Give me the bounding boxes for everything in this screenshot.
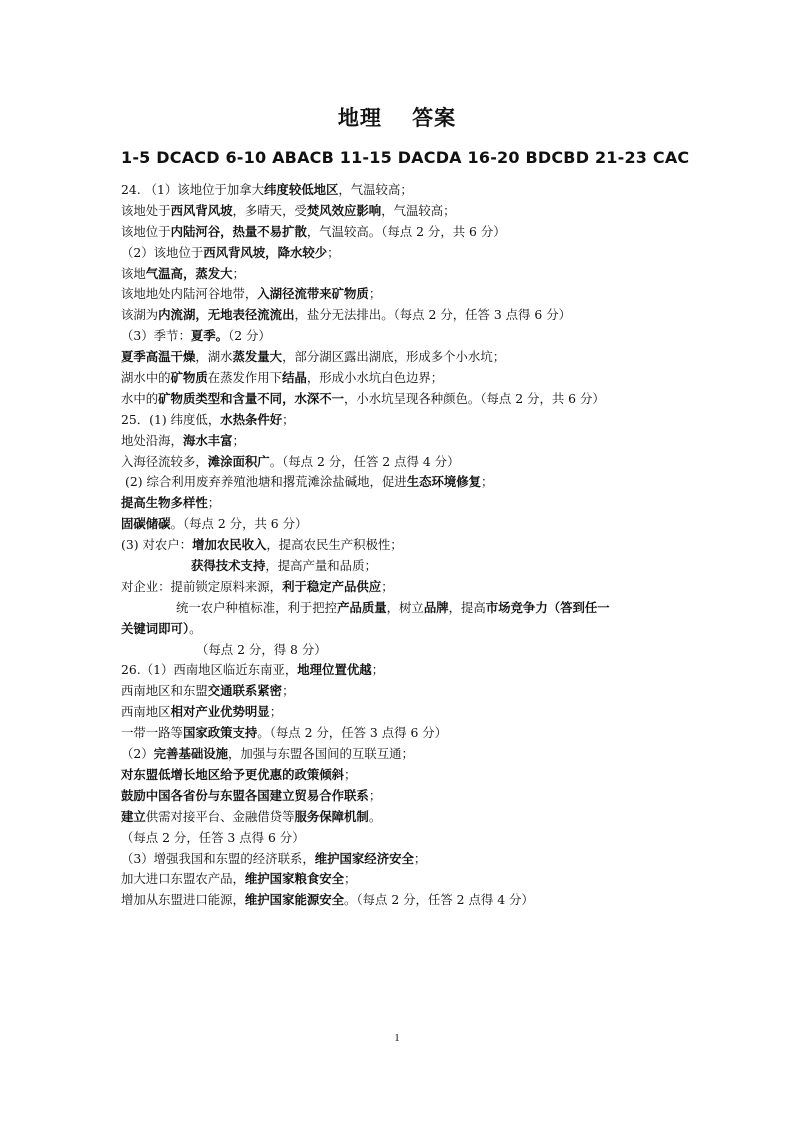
answer-text: ，小水坑呈现各种颜色。（每点 2 分，共 6 分） bbox=[344, 390, 605, 406]
answer-keyword: 国家政策支持 bbox=[182, 725, 258, 741]
answer-text: 25．(1) 纬度低， bbox=[121, 411, 221, 427]
answer-text: ，部分湖区露出湖底，形成多个小水坑； bbox=[282, 349, 506, 365]
multiple-choice-answers: 1-5 DCACD 6-10 ABACB 11-15 DACDA 16-20 BDCBD 21-23 CAC bbox=[121, 148, 690, 167]
answer-text-body bbox=[121, 180, 681, 911]
answer-line bbox=[121, 702, 681, 723]
answer-text: 西南地区和东盟 bbox=[121, 683, 208, 699]
answer-line bbox=[121, 786, 681, 807]
answer-keyword: 焚风效应影响 bbox=[306, 202, 382, 218]
answer-text: 供需对接平台、金融借贷等 bbox=[145, 808, 295, 824]
answer-text: (2) 综合利用废弃养殖池塘和撂荒滩涂盐碱地，促进 bbox=[125, 474, 407, 490]
answer-line bbox=[121, 389, 681, 410]
answer-text: (3) 对农户： bbox=[121, 537, 193, 553]
answer-keyword: 内流湖，无地表径流流出 bbox=[158, 307, 295, 323]
answer-text: ； bbox=[269, 704, 283, 720]
answer-text: ； bbox=[381, 578, 394, 594]
answer-text: （3）季节： bbox=[121, 328, 191, 344]
answer-line bbox=[121, 556, 681, 577]
answer-keyword: 利于稳定产品供应 bbox=[282, 578, 382, 594]
answer-line bbox=[121, 619, 681, 640]
answer-line bbox=[121, 765, 681, 786]
answer-keyword: 矿物质 bbox=[170, 370, 208, 386]
answer-text: ； bbox=[232, 265, 245, 281]
answer-line bbox=[121, 744, 681, 765]
answer-text: ，气温较高； bbox=[381, 202, 456, 218]
answer-line bbox=[121, 452, 681, 473]
answer-text: 。 bbox=[189, 620, 202, 636]
answer-keyword: 纬度较低地区 bbox=[264, 182, 339, 197]
answer-text: （2 分） bbox=[228, 328, 271, 344]
answer-line bbox=[121, 577, 681, 598]
answer-keyword: 内陆河谷，热量不易扩散 bbox=[170, 223, 307, 239]
answer-keyword: 相对产业优势明显 bbox=[170, 704, 270, 720]
answer-keyword: 维护国家粮食安全 bbox=[244, 871, 345, 887]
answer-text: 该地位于 bbox=[121, 223, 171, 239]
answer-keyword: 气温高，蒸发大 bbox=[145, 265, 233, 281]
answer-text: 24. （1）该地位于加拿大 bbox=[121, 182, 265, 197]
answer-text: 。 bbox=[368, 808, 382, 824]
answer-line bbox=[121, 180, 681, 201]
answer-text: ； bbox=[282, 683, 295, 699]
answer-text: 该湖为 bbox=[121, 307, 159, 323]
answer-line bbox=[121, 368, 681, 389]
answer-keyword: 蒸发量大 bbox=[232, 349, 283, 365]
answer-line bbox=[121, 493, 681, 514]
answer-keyword: 服务保障机制 bbox=[294, 808, 369, 824]
answer-text: 西南地区 bbox=[121, 704, 171, 720]
answer-text: 地处沿海， bbox=[121, 432, 183, 448]
page-number: 1 bbox=[394, 1032, 400, 1044]
answer-line bbox=[121, 243, 681, 264]
answer-text: （3）增强我国和东盟的经济联系， bbox=[121, 850, 315, 866]
answer-text: 湖水中的 bbox=[121, 370, 171, 386]
answer-line bbox=[121, 222, 681, 243]
answer-line bbox=[121, 723, 681, 744]
answer-line bbox=[121, 681, 681, 702]
answer-text: （每点 2 分，任答 3 点得 6 分） bbox=[121, 829, 305, 845]
answer-text: ，提高产量和品质； bbox=[265, 558, 377, 574]
answer-text: 增加从东盟进口能源， bbox=[121, 892, 245, 908]
answer-line bbox=[121, 640, 681, 661]
answer-line bbox=[121, 326, 681, 347]
answer-keyword: 产品质量 bbox=[337, 599, 387, 615]
answer-text: 一带一路等 bbox=[121, 725, 183, 741]
answer-line bbox=[121, 514, 681, 535]
answer-keyword: 固碳储碳 bbox=[121, 516, 171, 532]
answer-keyword: 品牌 bbox=[423, 599, 449, 615]
answer-text: ； bbox=[413, 850, 427, 866]
answer-line bbox=[121, 347, 681, 368]
answer-line bbox=[121, 660, 681, 681]
answer-text: ，形成小水坑白色边界； bbox=[306, 370, 444, 386]
answer-text: （每点 2 分，得 8 分） bbox=[196, 641, 327, 657]
answer-keyword: 市场竞争力（答到任一 bbox=[485, 599, 610, 615]
answer-text: 。（每点 2 分，任答 2 点得 4 分） bbox=[269, 453, 460, 469]
answer-text: ； bbox=[344, 871, 357, 887]
answer-line bbox=[121, 849, 681, 870]
answer-text: ，多晴天，受 bbox=[232, 202, 307, 218]
answer-keyword: 完善基础设施 bbox=[153, 746, 229, 762]
answer-line bbox=[121, 201, 681, 222]
answer-text: 。（每点 2 分，共 6 分） bbox=[170, 516, 308, 532]
answer-keyword: 夏季。 bbox=[190, 328, 229, 344]
answer-line bbox=[121, 305, 681, 326]
answer-text: ； bbox=[368, 286, 382, 302]
answer-line bbox=[121, 869, 681, 890]
answer-text: 该地地处内陆河谷地带， bbox=[121, 286, 258, 302]
answer-keyword: 鼓励中国各省份与东盟各国建立贸易合作联系 bbox=[121, 787, 369, 803]
answer-text: ； bbox=[327, 244, 340, 260]
answer-text: 水中的 bbox=[121, 390, 159, 406]
answer-line bbox=[121, 535, 681, 556]
answer-keyword: 水热条件好 bbox=[220, 411, 283, 427]
answer-keyword: 增加农民收入 bbox=[192, 537, 267, 553]
answer-text: ，气温较高。（每点 2 分，共 6 分） bbox=[306, 223, 506, 239]
answer-keyword: 交通联系紧密 bbox=[207, 683, 283, 699]
answer-text: 在蒸发作用下 bbox=[207, 370, 283, 386]
answer-text: ； bbox=[344, 766, 357, 782]
answer-keyword: 结晶 bbox=[282, 370, 307, 386]
answer-line bbox=[121, 410, 681, 431]
answer-text: （2）该地位于 bbox=[121, 244, 204, 260]
answer-text: ； bbox=[368, 787, 382, 803]
answer-keyword: 滩涂面积广 bbox=[207, 453, 270, 469]
answer-text: 。（每点 2 分，任答 2 点得 4 分） bbox=[344, 892, 534, 908]
answer-line bbox=[121, 264, 681, 285]
answer-text: 入海径流较多， bbox=[121, 453, 208, 469]
answer-line bbox=[121, 807, 681, 828]
answer-text: ，加强与东盟各国间的互联互通； bbox=[228, 746, 414, 762]
answer-line bbox=[121, 890, 681, 911]
answer-keyword: 对东盟低增长地区给予更优惠的政策倾斜 bbox=[121, 766, 345, 782]
answer-text: ； bbox=[282, 411, 295, 427]
answer-keyword: 获得技术支持 bbox=[191, 558, 266, 574]
answer-text: ，盐分无法排出。（每点 2 分，任答 3 点得 6 分） bbox=[294, 307, 571, 323]
answer-text: 26.（1）西南地区临近东南亚， bbox=[121, 662, 298, 678]
answer-text: ； bbox=[481, 474, 494, 490]
answer-text: 对企业：提前锁定原料来源， bbox=[121, 578, 283, 594]
page-title: 地理 答案 bbox=[337, 106, 457, 130]
answer-keyword: 提高生物多样性 bbox=[121, 495, 208, 511]
answer-text: ； bbox=[232, 432, 245, 448]
answer-keyword: 矿物质类型和含量不同，水深不一 bbox=[158, 390, 345, 406]
answer-line bbox=[121, 598, 681, 619]
answer-keyword: 西风背风坡 bbox=[170, 202, 233, 218]
answer-text: ； bbox=[207, 495, 221, 511]
answer-keyword: 建立 bbox=[121, 808, 146, 824]
answer-text: ，湖水 bbox=[195, 349, 233, 365]
answer-keyword: 海水丰富 bbox=[182, 432, 233, 448]
answer-text: ，提高 bbox=[448, 599, 486, 615]
answer-keyword: 生态环境修复 bbox=[406, 474, 482, 490]
answer-text: ，提高农民生产积极性； bbox=[266, 537, 403, 553]
answer-keyword: 地理位置优越 bbox=[297, 662, 372, 678]
answer-keyword: 西风背风坡，降水较少 bbox=[203, 244, 328, 260]
answer-text: （2） bbox=[121, 746, 154, 762]
answer-keyword: 入湖径流带来矿物质 bbox=[257, 286, 369, 302]
answer-text: ，树立 bbox=[386, 599, 424, 615]
answer-line bbox=[121, 431, 681, 452]
answer-line bbox=[121, 472, 681, 493]
answer-text: ； bbox=[371, 662, 385, 678]
answer-text: 统一农户种植标准，利于把控 bbox=[176, 599, 338, 615]
answer-keyword: 维护国家经济安全 bbox=[314, 850, 414, 866]
answer-text: ，气温较高； bbox=[338, 182, 413, 197]
answer-line bbox=[121, 284, 681, 305]
answer-text: 加大进口东盟农产品， bbox=[121, 871, 245, 887]
answer-text: 。（每点 2 分，任答 3 点得 6 分） bbox=[257, 725, 448, 741]
answer-keyword: 关键词即可） bbox=[121, 620, 190, 636]
answer-keyword: 夏季高温干燥 bbox=[121, 349, 196, 365]
answer-text: 该地处于 bbox=[121, 202, 171, 218]
answer-line bbox=[121, 828, 681, 849]
answer-text: 该地 bbox=[121, 265, 146, 281]
answer-keyword: 维护国家能源安全 bbox=[244, 892, 345, 908]
